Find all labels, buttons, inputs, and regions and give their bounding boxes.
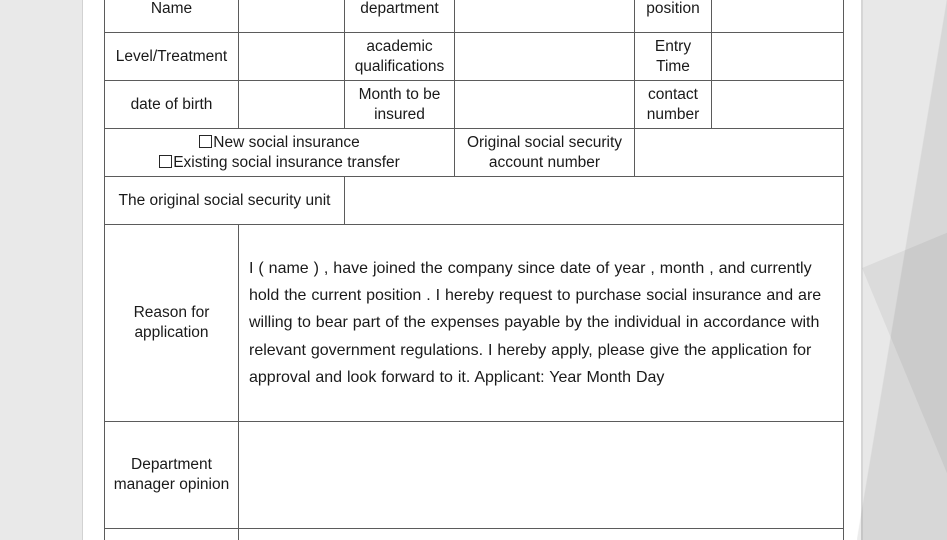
label-reason-for-application: Reason for application [105,225,239,422]
background-fold-shadow [857,0,947,540]
label-position: position [635,0,712,33]
table-row-insurance-type [105,129,844,177]
field-original-social-security-unit[interactable] [345,177,844,225]
field-month-to-be-insured[interactable] [455,81,635,129]
label-contact-number: contact number [635,81,712,129]
label-original-social-security-unit: The original social security unit [105,177,345,225]
label-academic-qualifications: academic qualifications [345,33,455,81]
insurance-type-choices [105,129,455,177]
label-entry-time: Entry Time [635,33,712,81]
left-margin-gutter [0,0,83,540]
field-level-treatment[interactable] [239,33,345,81]
right-page-edge [861,0,863,540]
table-row-original-social-security-unit [105,177,844,225]
checkbox-existing-social-insurance-transfer[interactable] [159,154,400,171]
background-fold-diagonal [862,191,947,540]
label-name: Name [105,0,239,33]
field-original-social-security-account-number[interactable] [635,129,844,177]
label-department: department [345,0,455,33]
field-entry-time[interactable] [712,33,844,81]
field-name[interactable] [239,0,345,33]
field-reason-for-application-body[interactable]: I ( name ) , have joined the company since date of year , month , and currently hold the current position . I hereby request to purchase social insurance and are willing to bear part of the expenses payable by the individual in accordance with relevant government regulations. I hereby apply, please give the application for approval and look forward to it. Applicant: Year Month Day [239,225,844,422]
label-original-social-security-account-number: Original social security account number [455,129,635,177]
social-insurance-form-table [104,0,844,540]
table-row-reason-for-application [105,225,844,422]
table-row-level [105,33,844,81]
field-department-manager-opinion[interactable] [239,422,844,529]
document-page [83,0,861,540]
label-level-treatment: Level/Treatment [105,33,239,81]
label-trailing [105,529,239,540]
checkbox-new-social-insurance[interactable] [199,134,359,151]
field-academic-qualifications[interactable] [455,33,635,81]
label-date-of-birth: date of birth [105,81,239,129]
field-contact-number[interactable] [712,81,844,129]
checkbox-label-existing-social-insurance-transfer: Existing social insurance transfer [173,153,400,171]
table-row-name [105,0,844,33]
table-row-date-of-birth [105,81,844,129]
field-date-of-birth[interactable] [239,81,345,129]
field-department[interactable] [455,0,635,33]
label-department-manager-opinion: Department manager opinion [105,422,239,529]
field-trailing[interactable] [239,529,844,540]
field-position[interactable] [712,0,844,33]
checkbox-icon-existing-social-insurance-transfer[interactable] [159,155,172,168]
table-row-trailing [105,529,844,540]
checkbox-icon-new-social-insurance[interactable] [199,135,212,148]
table-row-department-manager-opinion [105,422,844,529]
label-month-to-be-insured: Month to be insured [345,81,455,129]
checkbox-label-new-social-insurance: New social insurance [213,133,360,151]
